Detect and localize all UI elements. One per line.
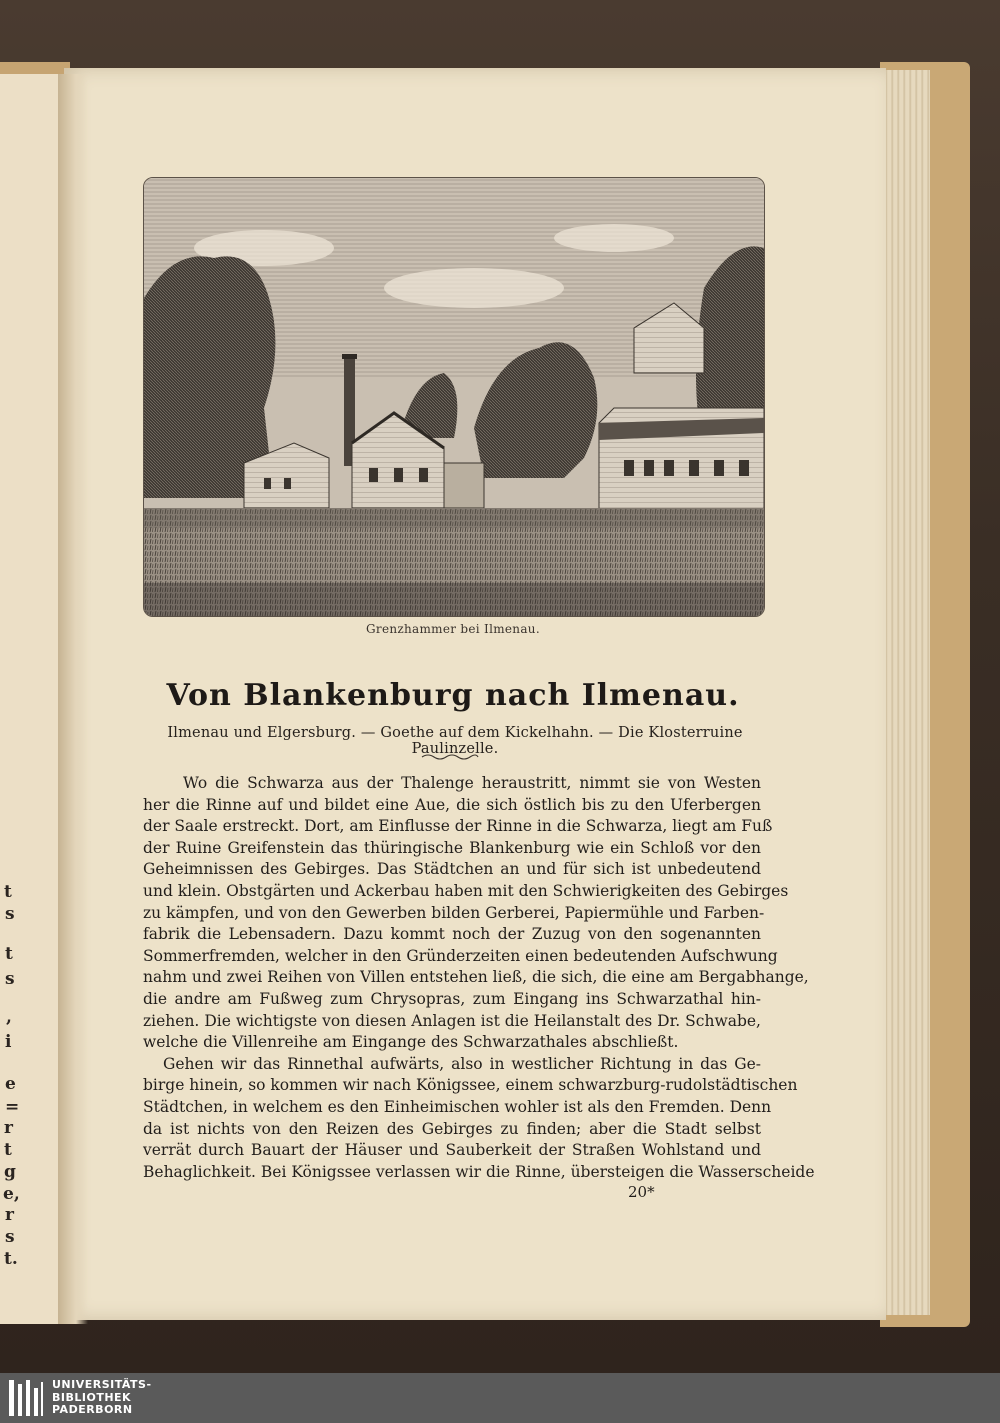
text-line: ziehen. Die wichtigste von diesen Anlagen ist die Heilanstalt des Dr. Schwabe, (143, 1011, 761, 1030)
text-line: her die Rinne auf und bildet eine Aue, die sich östlich bis zu den Uferbergen (143, 795, 761, 814)
book-gutter (58, 74, 88, 1324)
text-line: Sommerfremden, welcher in den Gründerzeiten einen bedeutenden Aufschwung (143, 946, 778, 965)
margin-letter: s (5, 904, 15, 924)
text-line: Städtchen, in welchem es den Einheimischen wohler ist als den Fremden. Denn (143, 1097, 772, 1116)
library-name-line: UNIVERSITÄTS- (52, 1378, 152, 1391)
margin-letter: t. (4, 1249, 18, 1269)
text-line: nahm und zwei Reihen von Villen entstehen ließ, die sich, die eine am Bergabhange, (143, 968, 809, 987)
chapter-title: Von Blankenburg nach Ilmenau. (166, 678, 740, 713)
text-line: birge hinein, so kommen wir nach Königssee, einem schwarzburg-rudolstädtischen (143, 1076, 798, 1095)
margin-letter: e, (3, 1184, 20, 1204)
margin-letter: g (4, 1162, 16, 1182)
text-line: zu kämpfen, und von den Gewerben bilden Gerberei, Papiermühle und Farben- (143, 903, 765, 922)
library-name-line: BIBLIOTHEK (52, 1390, 132, 1404)
illustration-caption: Grenzhammer bei Ilmenau. (366, 622, 540, 636)
library-logo-icon (7, 1378, 45, 1418)
text-line: Geheimnissen des Gebirges. Das Städtchen an und für sich ist unbedeutend (143, 860, 761, 879)
engraving-illustration (143, 177, 765, 617)
margin-letter: r (4, 1118, 13, 1138)
margin-letter: t (4, 1140, 12, 1160)
text-line: der Saale erstreckt. Dort, am Einflusse der Rinne in die Schwarza, liegt am Fuß (143, 817, 773, 836)
margin-letter: , (6, 1007, 12, 1027)
margin-letter: s (5, 1227, 15, 1247)
left-page (0, 74, 64, 1324)
chapter-subtitle: Ilmenau und Elgersburg. — Goethe auf dem Kickelhahn. — Die Klosterruine Paulinzelle. (167, 725, 743, 757)
margin-letter: = (5, 1097, 20, 1117)
library-name (52, 1379, 152, 1417)
text-line: Gehen wir das Rinnethal aufwärts, also in westlicher Richtung in das Ge- (163, 1054, 761, 1073)
ornament-divider (420, 752, 480, 762)
text-line: fabrik die Lebensadern. Dazu kommt noch der Zuzug von den sogenannten (143, 925, 761, 944)
margin-letter: t (4, 882, 12, 902)
text-line: Behaglichkeit. Bei Königssee verlassen wir die Rinne, übersteigen die Wasserscheide (143, 1162, 815, 1181)
margin-letter: t (5, 944, 13, 964)
text-line: die andre am Fußweg zum Chrysopras, zum Eingang ins Schwarzathal hin- (143, 989, 761, 1008)
library-name-line: PADERBORN (52, 1403, 133, 1416)
text-line: und klein. Obstgärten und Ackerbau haben mit den Schwierigkeiten des Gebirges (143, 881, 789, 900)
text-line: verrät durch Bauart der Häuser und Sauberkeit der Straßen Wohlstand und (143, 1141, 761, 1160)
margin-letter: s (5, 969, 15, 989)
margin-letter: e (5, 1074, 16, 1094)
body-text (143, 773, 815, 1183)
margin-letter: r (5, 1205, 14, 1225)
text-line: welche die Villenreihe am Eingange des Schwarzathales abschließt. (143, 1033, 679, 1052)
page-number: 20* (628, 1183, 655, 1201)
text-line: der Ruine Greifenstein das thüringische Blankenburg wie ein Schloß vor den (143, 838, 761, 857)
text-line: Wo die Schwarza aus der Thalenge heraustritt, nimmt sie von Westen (183, 774, 761, 792)
text-line: da ist nichts von den Reizen des Gebirges zu finden; aber die Stadt selbst (143, 1119, 761, 1138)
margin-letter: i (5, 1032, 12, 1052)
